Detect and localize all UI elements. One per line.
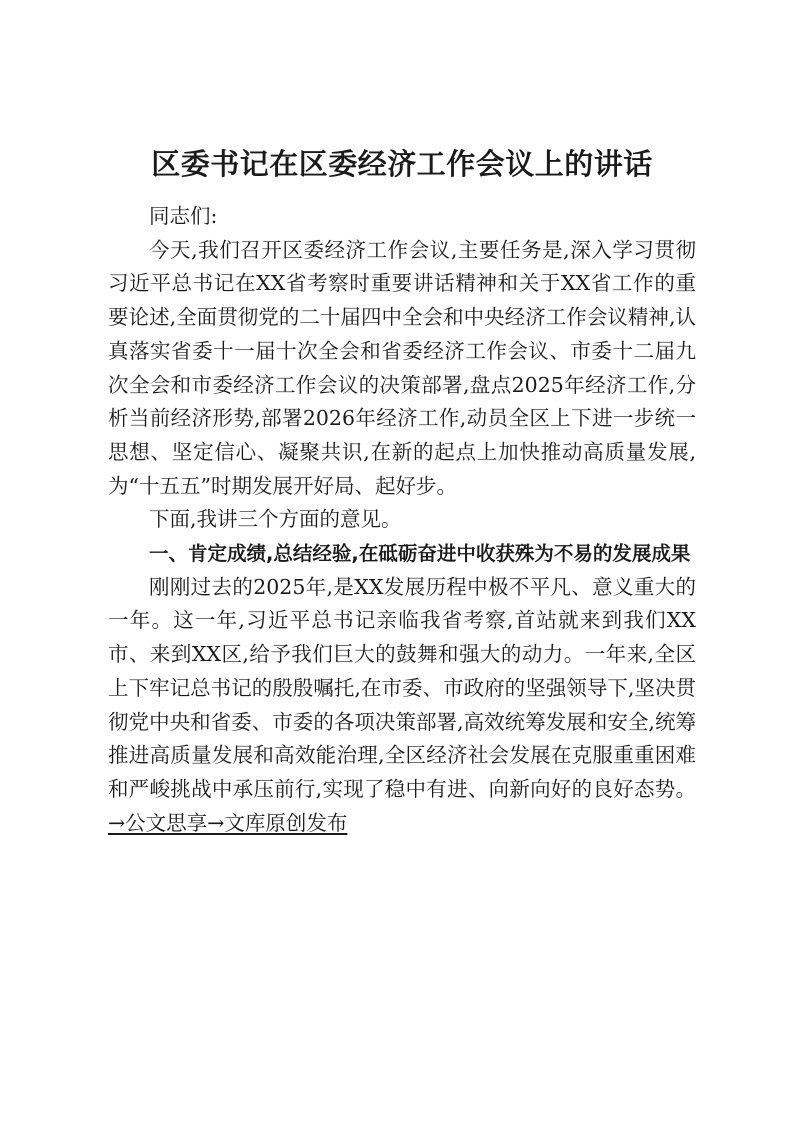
intro-paragraph: 今天,我们召开区委经济工作会议,主要任务是,深入学习贯彻习近平总书记在XX省考察时重要讲话精神和关于XX省工作的重要论述,全面贯彻党的二十届四中全会和中央经济工作会议精神,认真落实省委十一届十次全会和省委经济工作会议、市委十二届九次全会和市委经济工作会议的决策部署,盘点2025年经济工作,分析当前经济形势,部署2026年经济工作,动员全区上下进一步统一思想、坚定信心、凝聚共识,在新的起点上加快推动高质量发展,为“十五五”时期发展开好局、起好步。 bbox=[108, 237, 696, 498]
source-link[interactable]: →公文思享→文库原创发布 bbox=[108, 810, 348, 835]
greeting: 同志们: bbox=[149, 204, 218, 228]
section-1-heading: 一、肯定成绩,总结经验,在砥砺奋进中收获殊为不易的发展成果 bbox=[149, 542, 691, 566]
document-page bbox=[108, 140, 696, 840]
outline-paragraph: 下面,我讲三个方面的意见。 bbox=[149, 507, 402, 532]
section-1-body-text: 刚刚过去的2025年,是XX发展历程中极不平凡、意义重大的一年。这一年,习近平总书记亲临我省考察,首站就来到我们XX市、来到XX区,给予我们巨大的鼓舞和强大的动力。一年来,全区上下牢记总书记的殷殷嘱托,在市委、市政府的坚强领导下,坚决贯彻党中央和省委、市委的各项决策部署,高效统筹发展和安全,统筹推进高质量发展和高效能治理,全区经济社会发展在克服重重困难和严峻挑战中承压前行,实现了稳中有进、向新向好的良好态势。 bbox=[108, 574, 696, 801]
section-1-paragraph bbox=[108, 571, 696, 841]
document-title: 区委书记在区委经济工作会议上的讲话 bbox=[151, 147, 653, 181]
